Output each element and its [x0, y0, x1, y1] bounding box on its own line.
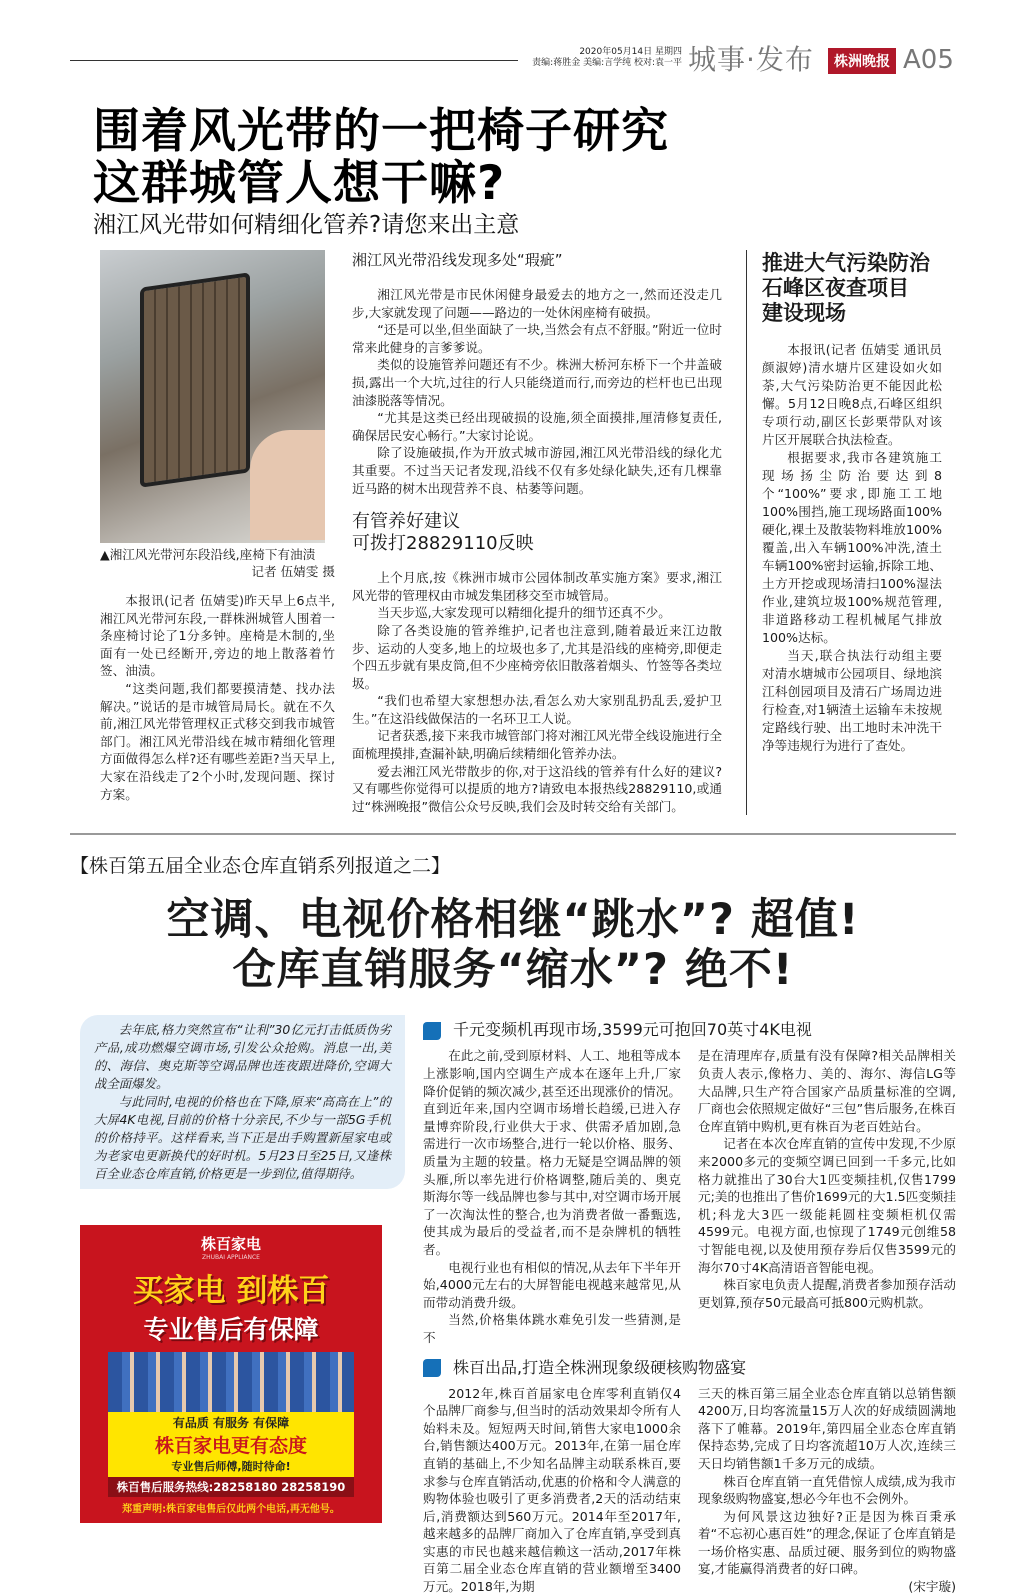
- caption-text: ▲湘江风光带河东段沿线,座椅下有油渍: [100, 547, 316, 562]
- paragraph: 是在清理库存,质量有没有保障?相关品牌相关负责人表示,像格力、美的、海尔、海信LG等大品牌,只生产符合国家产品质量标准的空调,厂商也会依照规定做好“三包”售后服务,在株百仓库直销中购机,更有株百为老百姓站台。: [698, 1048, 956, 1134]
- blue-square-icon: [423, 1359, 441, 1377]
- story2-headline: [762, 250, 942, 325]
- ad-slogan: 买家电 到株百: [132, 1273, 330, 1310]
- paragraph: 电视行业也有相似的情况,从去年下半年开始,4000元左右的大屏智能电视越来越常见,从而带动消费升级。: [423, 1259, 681, 1310]
- paragraph: 除了各类设施的管养维护,记者也注意到,随着最近来江边散步、运动的人变多,地上的垃圾也多了,尤其是沿线的座椅旁,即便走个四五步就有果皮筒,但不少座椅旁依旧散落着烟头、竹签等各类垃圾。: [352, 622, 722, 691]
- section-heading-text: 千元变频机再现市场,3599元可抱回70英寸4K电视: [453, 1020, 812, 1040]
- story1-mid-text-2: [352, 569, 722, 815]
- ad-attitude: 株百家电更有态度: [154, 1435, 307, 1458]
- ad-brand-en: ZHUBAI APPLIANCE: [202, 1254, 260, 1262]
- zhubai-advertisement: [80, 1225, 382, 1523]
- paragraph: “这类问题,我们都要摸清楚、找办法解决。”说话的是市城管局局长。就在不久前,湘江风光带管理权正式移交到我市城管部门。湘江风光带沿线在城市精细化管理方面做得怎么样?还有哪些差距?当天早上,大家在沿线走了2个小时,发现问题、探讨方案。: [100, 680, 335, 802]
- series-title: 【株百第五届全业态仓库直销系列报道之二】: [70, 855, 451, 878]
- paragraph: 当然,价格集体跳水难免引发一些猜测,是不: [423, 1312, 681, 1345]
- paragraph: 记者获悉,接下来我市城管部门将对湘江风光带全线设施进行全面梳理摸排,查漏补缺,明确后续精细化管养办法。: [352, 728, 722, 762]
- blue-square-icon: [423, 1022, 441, 1040]
- ad-staff-photo: [108, 1352, 354, 1412]
- story3-headline: [70, 895, 956, 995]
- issue-date: 2020年05月14日 星期四: [579, 47, 682, 57]
- ad-slogan-2: 专业售后有保障: [143, 1315, 319, 1345]
- story3-section2-heading: [423, 1357, 956, 1379]
- paragraph: 湘江风光带是市民休闲健身最爱去的地方之一,然而还没走几步,大家就发现了问题——路边的一处休闲座椅有破损。: [352, 287, 722, 320]
- paragraph: 三天的株百第三届全业态仓库直销以总销售额4200万,日均客流量15万人次的好成绩圆满地落下了帷幕。2019年,第四届全业态仓库直销保持态势,完成了日均客流超10万人次,连续三天日均销售额1千多万元的成绩。: [698, 1385, 956, 1471]
- main-headline: [93, 106, 956, 210]
- paragraph: 爱去湘江风光带散步的你,对于这沿线的管养有什么好的建议?又有哪些你觉得可以提质的地方?请致电本报热线28829110,或通过“株洲晚报”微信公众号反映,我们会及时转交给有关部门。: [352, 763, 722, 814]
- headline-line: 石峰区夜查项目: [762, 275, 909, 300]
- story3-left-column: [80, 1015, 405, 1523]
- editors: 责编:蒋胜金 美编:言学纯 校对:袁一平: [532, 58, 682, 68]
- photo-caption: [100, 546, 335, 580]
- story2-body: [762, 341, 942, 755]
- section-name: 城事·发布: [688, 43, 814, 76]
- suggestion-heading: [352, 511, 722, 555]
- bench-photo: [100, 250, 325, 543]
- ad-brand-logo: 株百家电: [200, 1235, 261, 1254]
- paragraph: 根据要求,我市各建筑施工现场扬尘防治要达到8个“100%”要求,即施工工地100%围挡,施工现场路面100%硬化,裸土及散装物料堆放100%覆盖,出入车辆100%冲洗,渣土车辆100%密封运输,拆除工地、土方开挖或现场清扫100%湿法作业,建筑垃圾100%规范管理,非道路移动工程机械尾气排放100%达标。: [762, 450, 942, 645]
- story2-column: [746, 250, 942, 815]
- paragraph: 当天,联合执法行动组主要对清水塘城市公园项目、绿地滨江科创园项目及清石广场周边进行检查,对1辆渣土运输车未按规定路线行驶、出工地时未冲洗干净等违规行为进行了查处。: [762, 648, 942, 753]
- story1-section-heading: 湘江风光带沿线发现多处“瑕疵”: [352, 251, 563, 269]
- headline-line: 推进大气污染防治: [762, 250, 930, 275]
- paragraph: “还是可以坐,但坐面缺了一块,当然会有点不舒服。”附近一位时常来此健身的言爹爹说。: [352, 322, 722, 355]
- paragraph: 为何风景这边独好?正是因为株百秉承着“不忘初心惠百姓”的理念,保证了仓库直销是一场价格实惠、品质过硬、服务到位的购物盛宴,才能赢得消费者的好口碑。: [698, 1508, 956, 1577]
- section-rule: [70, 833, 956, 835]
- ad-notice: 郑重声明:株百家电售后仅此两个电话,再无他号。: [122, 1504, 340, 1516]
- paragraph: 2012年,株百首届家电仓库零利直销仅4个品牌厂商参与,但当时的活动效果却令所有人始料未及。短短两天时间,销售大家电1000余台,销售额达400万元。2013年,在第一届仓库直销的基础上,不少知名品牌主动联系株百,要求参与仓库直销活动,优惠的价格和令人满意的购物体验也吸引了更多消费者,2天的活动结束后,消费额达到560万元。2014年至2017年,越来越多的品牌厂商加入了仓库直销,享受到真实惠的市民也越来越信赖这一活动,2017年株百第二届全业态仓库直销的营业额增至3400万元。2018年,为期: [423, 1385, 681, 1595]
- headline-line: 建设现场: [762, 300, 846, 325]
- ad-hotline: 株百售后服务热线:28258180 28258190: [108, 1477, 354, 1497]
- section2-columns: [423, 1385, 956, 1596]
- paragraph: 上个月底,按《株洲市城市公园体制改革实施方案》要求,湘江风光带的管理权由市城发集团移交至市城管局。: [352, 570, 722, 603]
- story1-left-column: [100, 250, 335, 803]
- story1-mid-text: [352, 286, 722, 497]
- paragraph: “我们也希望大家想想办法,看怎么劝大家别乱扔乱丢,爱护卫生。”在这沿线做保洁的一名环卫工人说。: [352, 693, 722, 726]
- suggestion-line: 有管养好建议: [352, 511, 460, 533]
- ad-tags: 有品质 有服务 有保障: [172, 1416, 290, 1431]
- headline-line: 这群城管人想干嘛?: [93, 156, 506, 211]
- story1-mid-column: [352, 250, 722, 815]
- paragraph: 与此同时,电视的价格也在下降,原来“高高在上”的大屏4K电视,目前的价格十分亲民,不少与一部5G手机的价格持平。这样看来,当下正是出手购置新屋家电或为老家电更新换代的好时机。5月23日至25日,又逢株百全业态仓库直销,价格更是一步到位,值得期待。: [94, 1094, 391, 1182]
- paragraph: 当天步巡,大家发现可以精细化提升的细节还真不少。: [377, 605, 671, 621]
- paragraph: 本报讯(记者 伍婧雯 通讯员 颜淑婷)清水塘片区建设如火如荼,大气污染防治更不能因此松懈。5月12日晚8点,石峰区组织专项行动,副区长彭栗带队对该片区开展联合执法检查。: [762, 342, 942, 447]
- paragraph: 株百仓库直销一直凭借惊人成绩,成为我市现象级购物盛宴,想必今年也不会例外。: [698, 1473, 956, 1507]
- header-rule: [70, 60, 518, 61]
- story3-right-column: [423, 1015, 956, 1595]
- paragraph: “尤其是这类已经出现破损的设施,须全面摸排,厘清修复责任,确保居民安心畅行。”大家讨论说。: [352, 410, 722, 443]
- paragraph: 类似的设施管养问题还有不少。株洲大桥河东桥下一个井盖破损,露出一个大坑,过往的行人只能绕道而行,而旁边的栏杆也已出现油漆脱落等情况。: [352, 357, 722, 408]
- ad-masters: 专业售后师傅,随时待命!: [171, 1460, 291, 1474]
- section2-column-1: [423, 1385, 681, 1596]
- subheadline: 湘江风光带如何精细化管养?请您来出主意: [93, 212, 520, 238]
- page-number: A05: [903, 45, 954, 75]
- paragraph: 在此之前,受到原材料、人工、地租等成本上涨影响,国内空调生产成本在逐年上升,厂家降价促销的频次减少,甚至还出现涨价的情况。直到近年来,国内空调市场增长趋缓,已进入存量博弈阶段,行业供大于求、供需矛盾加剧,急需进行一次市场整合,进行一轮以价格、服务、质量为主题的较量。格力无疑是空调品牌的领头雁,所以率先进行价格调整,随后美的、奥克斯海尔等一线品牌也参与其中,对空调市场开展了一次淘汰性的整合,也为消费者做一番甄选,使其成为最后的受益者,而不是杂牌机的牺牲者。: [423, 1048, 681, 1257]
- photo-credit: 记者 伍婧雯 摄: [251, 564, 335, 579]
- ad-yellow-panel: [108, 1412, 354, 1477]
- section-heading-text: 株百出品,打造全株洲现象级硬核购物盛宴: [453, 1357, 747, 1377]
- newspaper-logo: 株洲晚报: [828, 48, 896, 74]
- section1-column-1: [423, 1047, 681, 1346]
- paragraph: 去年底,格力突然宣布“让利”30亿元打击低质伪劣产品,成功燃爆空调市场,引发公众抢购。消息一出,美的、海信、奥克斯等空调品牌也连夜跟进降价,空调大战全面爆发。: [94, 1022, 391, 1092]
- headline-line: 仓库直销服务“缩水”? 绝不!: [232, 945, 794, 996]
- headline-line: 空调、电视价格相继“跳水”? 超值!: [166, 895, 860, 946]
- story1-row: [70, 250, 956, 815]
- story3-row: [70, 1015, 956, 1595]
- section1-columns: [423, 1047, 956, 1346]
- page-body: [70, 106, 956, 1596]
- story1-left-text: [100, 592, 335, 803]
- story3-section1-heading: [423, 1019, 956, 1041]
- intro-box: [80, 1015, 405, 1189]
- paragraph: 株百家电负责人提醒,消费者参加预存活动更划算,预存50元最高可抵800元购机款。: [698, 1277, 956, 1310]
- section1-column-2: [698, 1047, 956, 1346]
- header-meta: [520, 47, 682, 69]
- paragraph: 本报讯(记者 伍婧雯)昨天早上6点半,湘江风光带河东段,一群株洲城管人围着一条座椅讨论了1分多钟。座椅是木制的,坐面有一处已经断开,旁边的地上散落着竹签、油渍。: [100, 593, 335, 679]
- section2-column-2: [698, 1385, 956, 1596]
- suggestion-hotline: 可拨打28829110反映: [352, 533, 534, 555]
- paragraph: 记者在本次仓库直销的宣传中发现,不少原来2000多元的变频空调已回到一千多元,比如格力就推出了30台大1匹变频挂机,仅售1799元;美的也推出了售价1699元的大1.5匹变频挂机;科龙大3匹一级能耗圆柱变频柜机仅需4599元。电视方面,也惊现了1749元创维58寸智能电视,以及使用预存券后仅售3599元的海尔70寸4K高清语音智能电视。: [698, 1136, 956, 1275]
- byline: (宋宇璇): [908, 1579, 956, 1595]
- paragraph: 除了设施破损,作为开放式城市游园,湘江风光带沿线的绿化尤其重要。不过当天记者发现,沿线不仅有多处绿化缺失,还有几棵靠近马路的树木出现营养不良、枯萎等问题。: [352, 445, 722, 496]
- headline-line: 围着风光带的一把椅子研究: [93, 104, 669, 159]
